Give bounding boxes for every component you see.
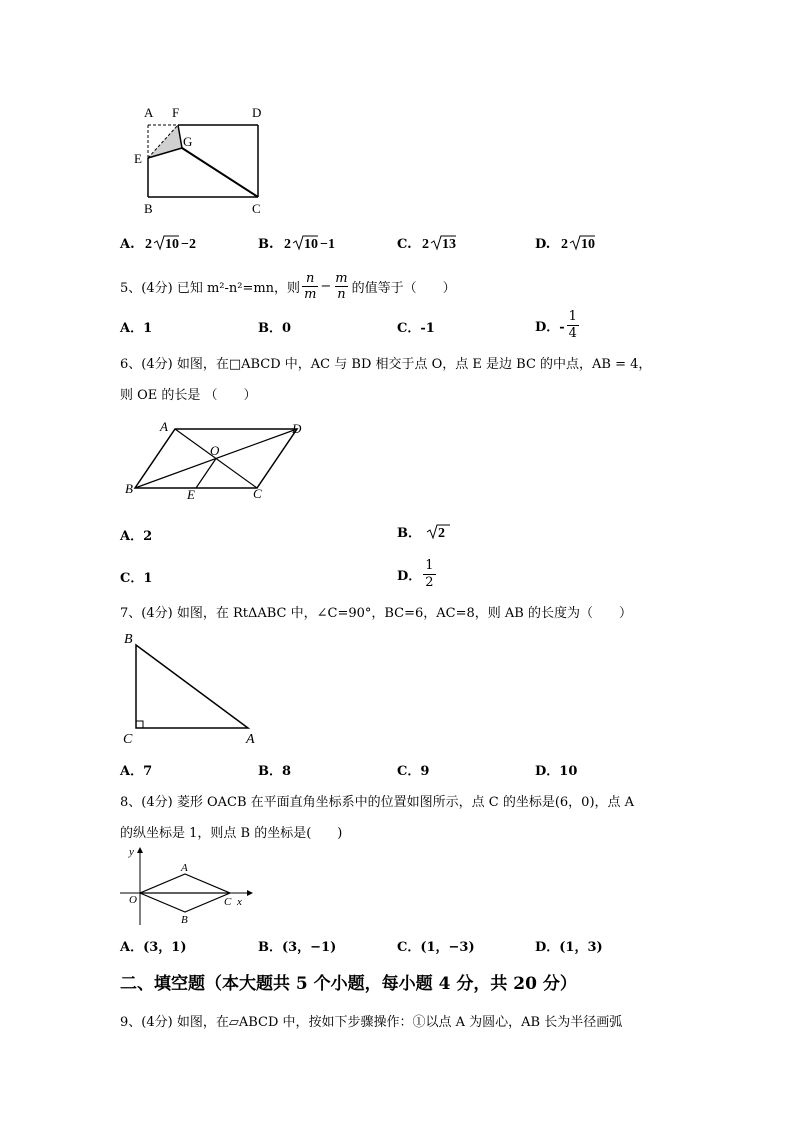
q6-label-e: E	[187, 487, 195, 502]
q7-triangle	[136, 645, 248, 728]
q5-frac1-den: m	[304, 286, 317, 302]
q7-label-a: A	[246, 732, 255, 747]
q6-option-c[interactable]: C．1	[120, 571, 153, 586]
q8-option-c[interactable]: C．(1，−3)	[397, 940, 475, 955]
q4-option-b[interactable]	[258, 233, 354, 253]
q5-option-d-num: 1	[568, 308, 577, 324]
q8-option-a[interactable]: A．(3，1)	[120, 940, 187, 955]
q7-label-b: B	[124, 632, 133, 647]
q4-figure	[128, 100, 273, 220]
q5-question	[120, 268, 456, 304]
q7-option-a[interactable]: A．7	[120, 764, 153, 779]
q6-option-a[interactable]: A．2	[120, 529, 153, 544]
q4-option-a[interactable]	[120, 233, 215, 253]
svg-text:−2: −2	[181, 237, 197, 252]
q8-label-b: B	[181, 914, 188, 926]
q8-x-arrow	[247, 890, 253, 896]
q8-label-y: y	[129, 846, 134, 858]
q6-option-d[interactable]	[397, 555, 436, 593]
q4-label-f: F	[172, 105, 180, 120]
q5-text-after: 的值等于（ ）	[351, 280, 456, 296]
q4-option-a-expr	[145, 233, 215, 253]
q6-label-a: A	[160, 419, 168, 434]
q7-option-d[interactable]: D．10	[535, 764, 578, 779]
q5-option-b[interactable]: B．0	[258, 321, 292, 336]
q4-option-d[interactable]	[535, 233, 611, 253]
q8-question-line1: 8、(4分) 菱形 OACB 在平面直角坐标系中的位置如图所示，点 C 的坐标是(6，0)，点 A	[120, 795, 635, 810]
q8-label-x: x	[237, 896, 242, 908]
q4-option-b-expr	[284, 233, 354, 253]
q5-minus: −	[320, 278, 332, 294]
svg-text:10: 10	[304, 237, 319, 252]
svg-text:2: 2	[422, 237, 430, 252]
q8-label-o: O	[129, 894, 137, 906]
q6-option-b-sqrt	[426, 522, 452, 542]
q9-question: 9、(4分) 如图，在▱ABCD 中，按如下步骤操作：①以点 A 为圆心，AB 长为半径画弧	[120, 1015, 623, 1030]
section2-title: 二、填空题（本大题共 5 个小题，每小题 4 分，共 20 分）	[120, 974, 577, 994]
q8-question-line2: 的纵坐标是 1，则点 B 的坐标是( )	[120, 826, 343, 841]
q6-label-c: C	[253, 486, 262, 501]
q7-label-c: C	[123, 732, 133, 747]
q4-label-d: D	[252, 105, 262, 120]
q5-frac2-den: n	[337, 286, 346, 302]
svg-text:−1: −1	[320, 237, 336, 252]
q5-option-a[interactable]: A．1	[120, 321, 153, 336]
q6-option-d-prefix: D．	[397, 568, 422, 584]
q4-option-c-expr	[422, 233, 472, 253]
q7-right-angle-mark	[136, 721, 143, 728]
q5-option-d-den: 4	[568, 325, 577, 341]
q4-label-g: G	[183, 134, 193, 149]
q7-option-c[interactable]: C．9	[397, 764, 430, 779]
q6-parallelogram-figure	[120, 418, 320, 506]
q5-option-c[interactable]: C．-1	[397, 321, 435, 336]
svg-text:10: 10	[165, 237, 180, 252]
q8-label-c: C	[224, 896, 232, 908]
q6-option-b-prefix: B．	[397, 526, 421, 541]
q5-frac2-num: m	[335, 270, 348, 286]
q5-fraction-2	[333, 271, 349, 302]
q4-label-b: B	[144, 201, 153, 216]
q6-label-b: B	[125, 481, 133, 496]
q4-option-d-letter: D.	[535, 237, 551, 252]
q6-option-d-fraction	[423, 558, 435, 591]
q4-option-c[interactable]	[397, 233, 472, 253]
svg-text:2: 2	[437, 526, 445, 541]
q5-frac1-num: n	[306, 270, 315, 286]
q5-option-d-fraction	[567, 309, 579, 342]
q4-label-e: E	[134, 151, 142, 166]
svg-text:10: 10	[580, 237, 595, 252]
q8-y-arrow	[137, 847, 143, 853]
svg-text:2: 2	[560, 237, 568, 252]
q8-option-d[interactable]: D．(1，3)	[535, 940, 603, 955]
q5-option-d-prefix: D．-	[535, 319, 565, 335]
svg-text:13: 13	[442, 237, 457, 252]
q4-option-d-expr	[561, 233, 611, 253]
q6-label-o: O	[210, 443, 220, 458]
q8-rhombus-figure	[115, 843, 260, 928]
q5-option-d[interactable]	[535, 307, 579, 343]
q5-fraction-1	[302, 271, 318, 302]
q4-line-gc	[182, 148, 258, 197]
q4-label-a: A	[144, 105, 154, 120]
q6-question-line1: 6、(4分) 如图，在□ABCD 中，AC 与 BD 相交于点 O，点 E 是边 BC 的中点，AB = 4，	[120, 357, 652, 372]
q6-segment-oe	[196, 459, 216, 489]
q4-option-c-letter: C.	[397, 237, 412, 252]
q6-option-d-den: 2	[425, 574, 434, 590]
q8-option-b[interactable]: B．(3，−1)	[258, 940, 337, 955]
q8-label-a: A	[181, 862, 188, 874]
q7-question: 7、(4分) 如图，在 RtΔABC 中，∠C=90°，BC=6，AC=8，则 AB 的长度为（ ）	[120, 606, 632, 621]
q6-label-d: D	[292, 421, 302, 436]
q6-option-b[interactable]	[397, 522, 452, 542]
q5-text-before: 5、(4分) 已知 m²-n²=mn，则	[120, 280, 301, 296]
q7-option-b[interactable]: B．8	[258, 764, 292, 779]
svg-text:2: 2	[284, 237, 292, 252]
q6-option-d-num: 1	[425, 557, 434, 573]
q4-option-a-letter: A.	[120, 237, 135, 252]
q4-option-b-letter: B.	[258, 237, 274, 252]
q7-triangle-figure	[115, 628, 265, 748]
svg-text:2: 2	[145, 237, 153, 252]
q6-question-line2: 则 OE 的长是 （ ）	[120, 388, 257, 403]
q4-label-c: C	[252, 201, 261, 216]
